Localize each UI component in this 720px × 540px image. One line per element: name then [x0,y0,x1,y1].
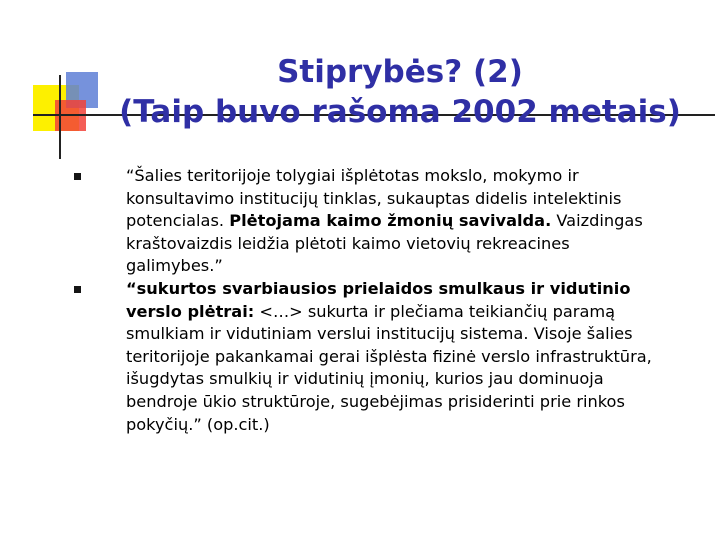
text-run: potencialas. [126,211,230,231]
text-run: Vaizdingas [551,211,643,231]
bullet-text-line [126,278,714,301]
bullet-text-line [126,255,714,278]
text-run: konsultavimo institucijų tinklas, sukauptas didelis intelektinis [126,188,622,208]
bullet-text-line [126,368,714,391]
bullet-text-line [126,188,714,211]
text-run: teritorijoje pakankamai gerai išplėsta fizinė verslo infrastruktūra, [126,346,652,366]
title-line-2: (Taip buvo rašoma 2002 metais) [119,94,681,130]
title-line-1: Stiprybės? (2) [277,54,523,90]
bullet-text-line [126,233,714,256]
text-run: “Šalies teritorijoje tolygiai išplėtotas mokslo, mokymo ir [126,166,579,185]
bullet-list [54,165,714,436]
slide-title [100,52,700,132]
decor-vertical-line [59,75,61,159]
bullet-item [54,165,714,278]
bullet-square-icon [74,286,81,293]
text-run: kraštovaizdis leidžia plėtoti kaimo vietovių rekreacines [126,233,570,253]
bullet-square-icon [74,173,81,180]
bullet-text [126,278,714,436]
text-run: pokyčių.” (op.cit.) [126,414,270,434]
bullet-item [54,278,714,436]
bold-text: Plėtojama kaimo žmonių savivalda. [229,211,552,231]
bullet-text-line [126,323,714,346]
text-run: smulkiam ir vidutiniam verslui institucijų sistema. Visoje šalies [126,324,633,344]
bullet-text-line [126,346,714,369]
bullet-text-line [126,301,714,324]
text-run: <…> sukurta ir plečiama teikiančių paramą [254,301,616,321]
bold-text: “sukurtos svarbiausios prielaidos smulkaus ir vidutinio [126,278,631,298]
bullet-text-line [126,165,714,188]
bullet-text-line [126,210,714,233]
text-run: galimybes.” [126,256,223,276]
bullet-text-line [126,414,714,437]
bold-text: verslo plėtrai: [126,301,255,321]
bullet-text [126,165,714,278]
text-run: išugdytas smulkių ir vidutinių įmonių, kurios jau dominuoja [126,369,604,389]
text-run: bendroje ūkio struktūroje, sugebėjimas prisiderinti prie rinkos [126,391,625,411]
bullet-text-line [126,391,714,414]
